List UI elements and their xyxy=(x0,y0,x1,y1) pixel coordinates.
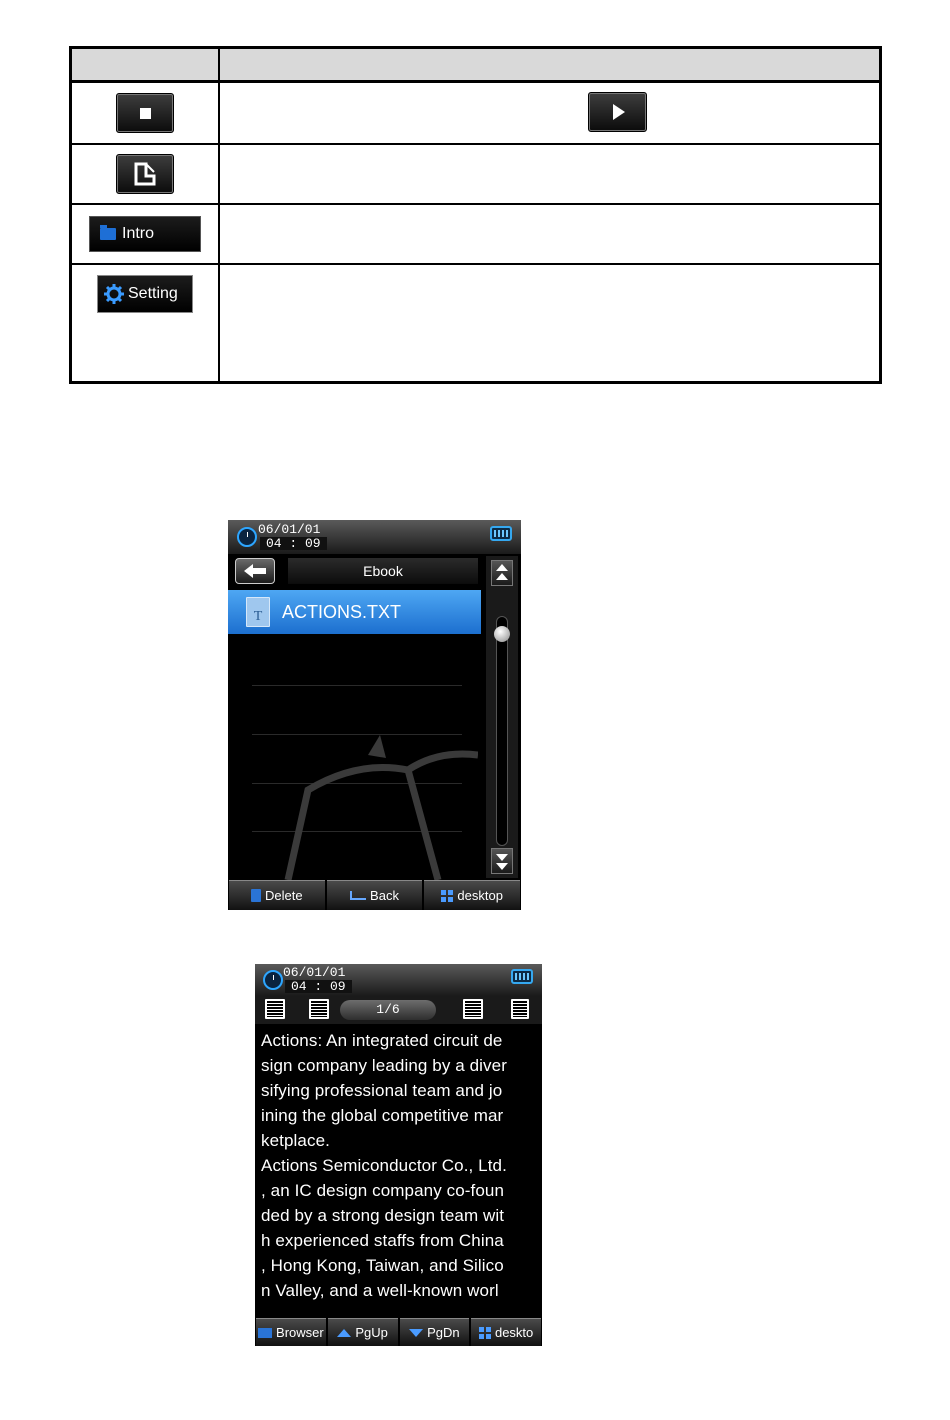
reader-text-body xyxy=(261,1028,539,1303)
clock-icon xyxy=(263,970,283,990)
stop-button-icon xyxy=(116,93,174,133)
page-icon xyxy=(116,154,174,194)
browser-button[interactable] xyxy=(256,1318,326,1346)
date-text: 06/01/01 xyxy=(258,522,321,537)
bookmark-add-icon[interactable] xyxy=(265,999,285,1019)
intro-button-icon xyxy=(89,216,201,252)
manual-icon-table xyxy=(69,46,882,384)
table-header-row xyxy=(72,49,879,83)
desktop-label: deskto xyxy=(494,1325,534,1340)
scroll-to-top-icon[interactable] xyxy=(491,560,513,586)
footer-toolbar xyxy=(228,880,521,910)
reader-text-line: ded by a strong design team wit xyxy=(261,1206,505,1225)
time-text: 04 : 09 xyxy=(260,537,327,550)
bookmark-history-icon[interactable] xyxy=(309,999,329,1019)
pgup-label: PgUp xyxy=(355,1325,388,1340)
page-up-button[interactable] xyxy=(328,1318,398,1346)
trash-icon xyxy=(251,889,261,902)
back-button[interactable] xyxy=(327,880,423,910)
text-file-icon: T xyxy=(246,597,270,627)
return-arrow-icon xyxy=(350,891,366,900)
scrollbar[interactable] xyxy=(486,556,518,878)
back-arrow-button[interactable] xyxy=(235,558,275,584)
clock-icon xyxy=(237,527,257,547)
chevron-up-icon xyxy=(337,1329,351,1337)
reader-text-line: Actions Semiconductor Co., Ltd. xyxy=(261,1156,507,1175)
scroll-to-bottom-icon[interactable] xyxy=(491,848,513,874)
delete-button[interactable] xyxy=(229,880,325,910)
setting-label: Setting xyxy=(128,285,178,302)
ebook-reader-screen xyxy=(255,964,542,1346)
table-row-copy xyxy=(72,145,879,205)
desktop-button[interactable] xyxy=(424,880,520,910)
table-row-stop-play xyxy=(72,83,879,145)
table-row-setting xyxy=(72,265,879,384)
date-text: 06/01/01 xyxy=(283,965,346,980)
reader-text-line: ining the global competitive mar xyxy=(261,1106,504,1125)
screen-title: Ebook xyxy=(288,558,478,584)
delete-label: Delete xyxy=(265,888,303,903)
back-label: Back xyxy=(370,888,399,903)
setting-button-icon xyxy=(97,275,193,313)
battery-icon xyxy=(490,526,512,541)
book-watermark-icon xyxy=(268,730,478,880)
browser-label: Browser xyxy=(276,1325,324,1340)
reader-toolbar xyxy=(255,996,542,1024)
page-indicator: 1/6 xyxy=(340,1000,436,1020)
time-text: 04 : 09 xyxy=(285,980,352,993)
pgdn-label: PgDn xyxy=(427,1325,460,1340)
battery-icon xyxy=(511,969,533,984)
chevron-down-icon xyxy=(409,1329,423,1337)
grid-icon xyxy=(441,890,453,902)
scroll-rail[interactable] xyxy=(496,616,508,846)
grid-icon xyxy=(479,1327,491,1339)
reader-text-line: h experienced staffs from China xyxy=(261,1231,504,1250)
status-bar xyxy=(255,964,542,996)
list-divider xyxy=(252,685,462,686)
folder-icon xyxy=(258,1328,272,1338)
gear-icon xyxy=(104,284,124,304)
intro-label: Intro xyxy=(122,225,155,242)
play-button-icon xyxy=(588,92,647,132)
folder-icon xyxy=(100,228,116,240)
reader-text-line: sign company leading by a diver xyxy=(261,1056,507,1075)
reader-text-line: , Hong Kong, Taiwan, and Silico xyxy=(261,1256,504,1275)
scroll-thumb[interactable] xyxy=(494,626,510,642)
desktop-label: desktop xyxy=(457,888,503,903)
status-bar xyxy=(228,520,521,554)
page-down-button[interactable] xyxy=(400,1318,470,1346)
ebook-browser-screen xyxy=(228,520,521,910)
footer-toolbar xyxy=(255,1318,542,1346)
reader-text-line: Actions: An integrated circuit de xyxy=(261,1031,503,1050)
table-row-intro xyxy=(72,205,879,265)
arrow-left-icon xyxy=(244,564,266,578)
rotate-icon[interactable] xyxy=(511,999,529,1019)
reader-text-line: , an IC design company co-foun xyxy=(261,1181,505,1200)
file-list-item[interactable] xyxy=(228,590,481,634)
reader-text-line: n Valley, and a well-known worl xyxy=(261,1281,499,1300)
file-name: ACTIONS.TXT xyxy=(282,601,402,622)
reader-text-line: ketplace. xyxy=(261,1131,330,1150)
desktop-button[interactable] xyxy=(471,1318,541,1346)
settings-gear-icon[interactable] xyxy=(463,999,483,1019)
reader-text-line: sifying professional team and jo xyxy=(261,1081,503,1100)
